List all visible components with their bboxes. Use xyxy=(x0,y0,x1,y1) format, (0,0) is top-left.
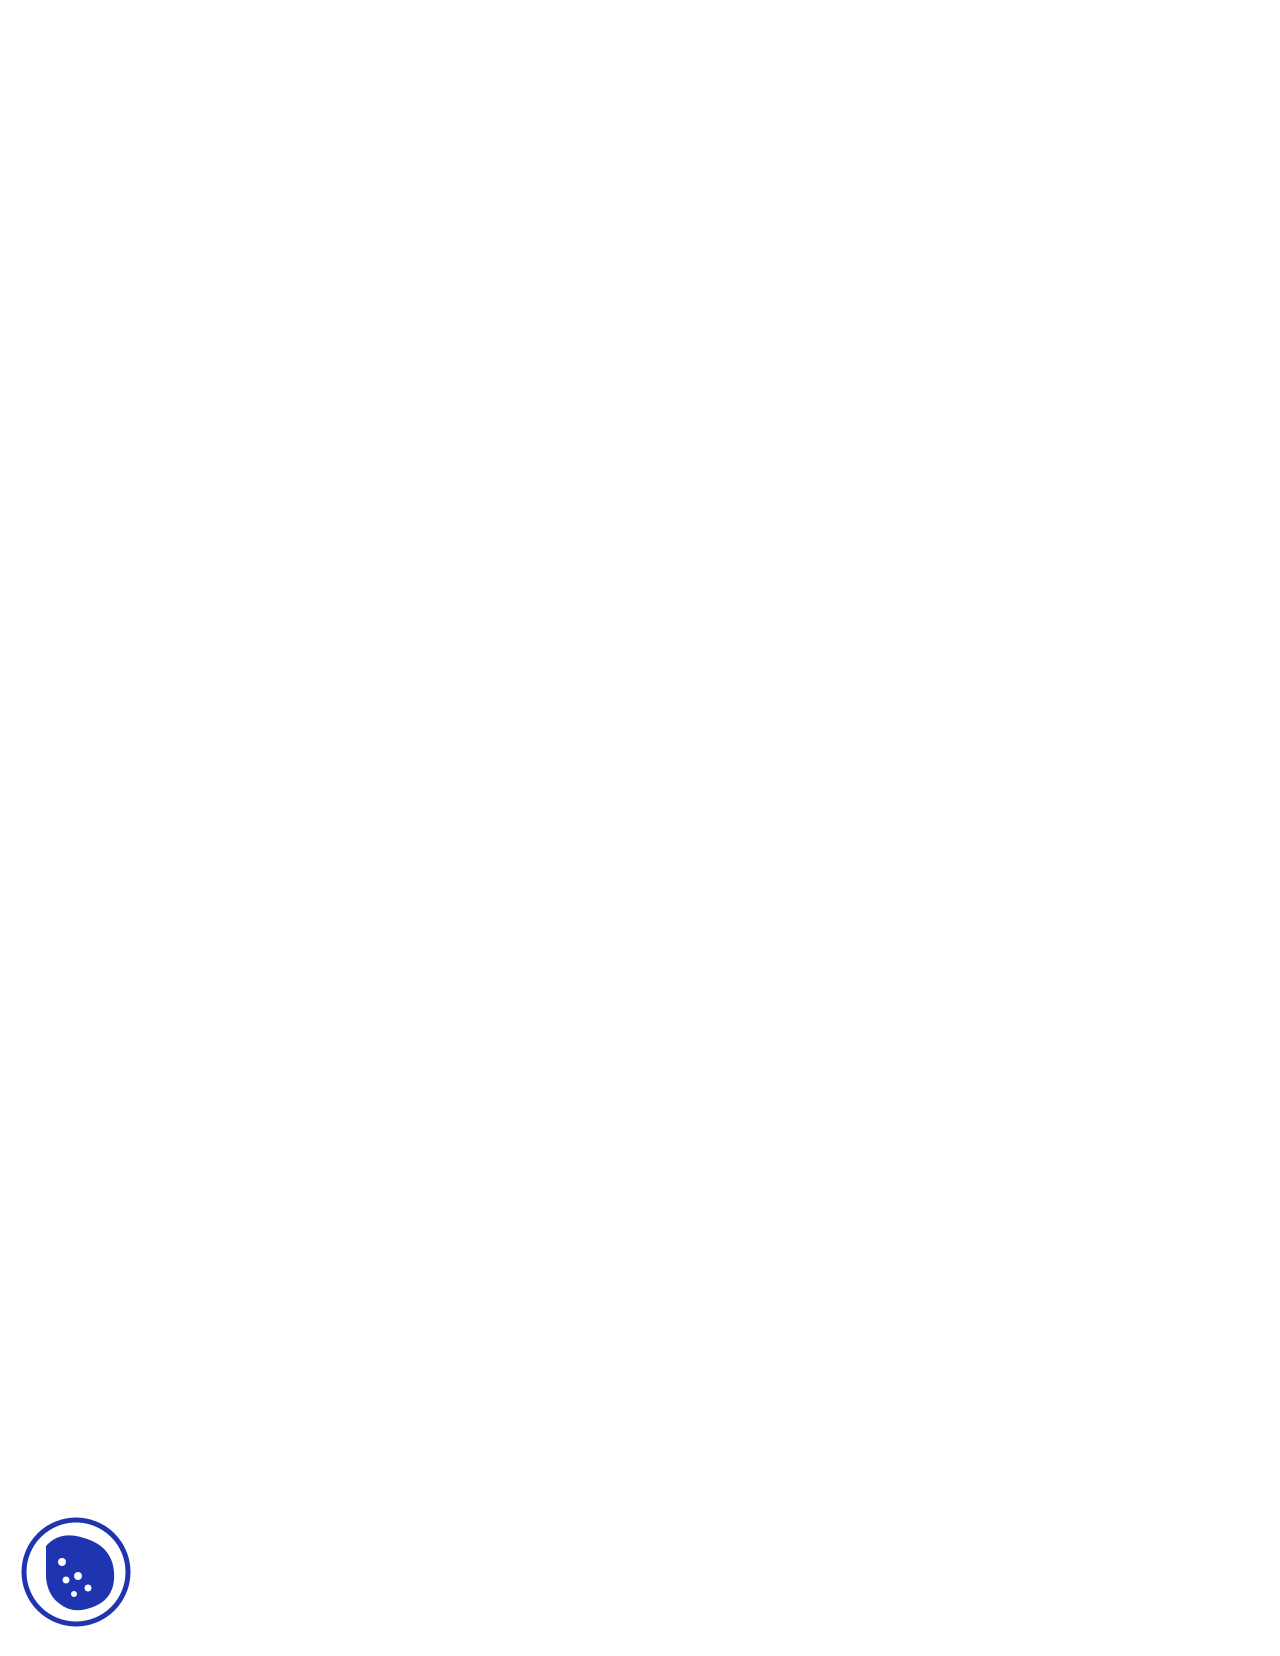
docsity-logo xyxy=(20,1516,132,1628)
